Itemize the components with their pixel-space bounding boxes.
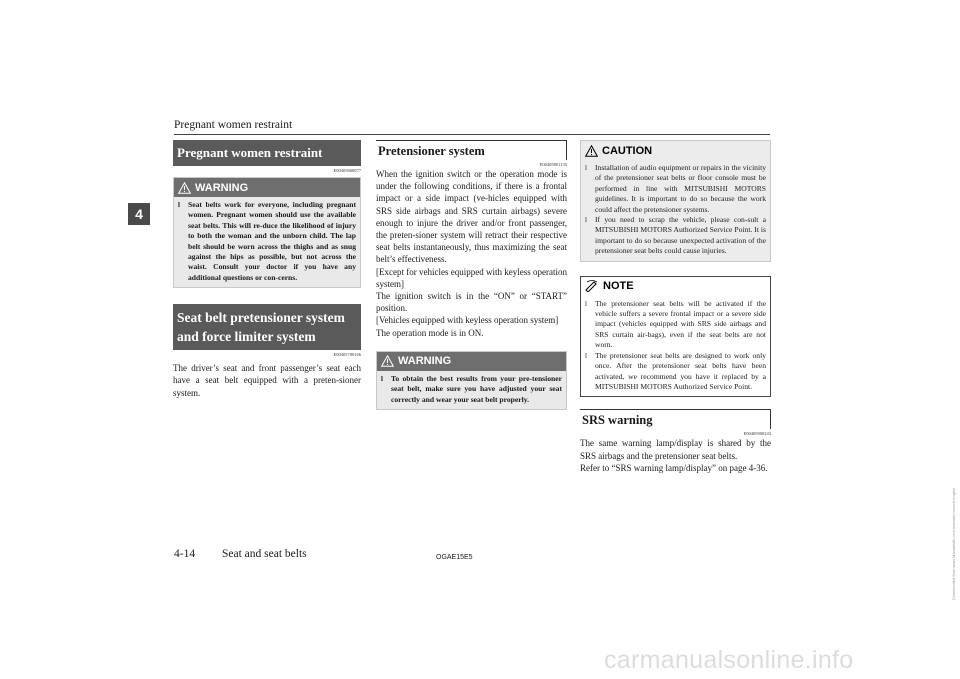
bullet-text: The pretensioner seat belts are designed to work only once. After the pretensioner seat belts have been activated, we recommend you have it replaced by a MITSUBISHI MOTORS Authorized Service Point. [595, 350, 766, 391]
paragraph: Refer to “SRS warning lamp/display” on page 4-36. [580, 462, 768, 473]
note-header [581, 277, 770, 296]
watermark: carmanualsonline.info [604, 646, 854, 674]
warning-bullet [381, 374, 562, 405]
bullet-text: Installation of audio equipment or repairs in the vicinity of the pretensioner seat belts or floor console must be performed in line with MITSUBISHI MOTORS guidelines. It is important to do so because the work could affect the pretensioner systems. [595, 163, 766, 214]
warning-box [376, 351, 567, 410]
warning-header [377, 352, 566, 371]
footer-code: OGAE15E5 [436, 554, 473, 561]
side-mark: Downloaded from www.Manualslib.com manuals search engine [951, 487, 956, 600]
paragraph: When the ignition switch or the operation mode is under the following conditions, if there is a frontal impact or a side impact (ve-hicles equipped with SRS side airbags and SRS curtain airbags) severe enough to injure the driver and/or front passenger, the preten-sioner system will retract their respective seat belts instantaneously, thus maximizing the seat belt’s effectiveness. [376, 169, 567, 265]
caution-bullet [585, 215, 766, 257]
warning-triangle-icon [381, 355, 394, 367]
paragraph: The operation mode is in ON. [376, 327, 484, 338]
bullet-text: To obtain the best results from your pre-tensioner seat belt, make sure you have adjusted your seat correctly and wear your seat belt properly. [391, 373, 562, 404]
warning-label: WARNING [195, 181, 249, 194]
warning-label: WARNING [398, 355, 452, 368]
note-pencil-icon [585, 280, 599, 292]
paragraph: The same warning lamp/display is shared by the SRS airbags and the pretensioner seat belts. [580, 438, 771, 461]
caution-bullet [585, 163, 766, 215]
bullet-text: The pretensioner seat belts will be activated if the vehicle suffers a severe frontal impact or a severe side impact (vehicles equipped with SRS side airbags and SRS curtain air-bags), even if the seat belts are not worn. [595, 298, 766, 350]
caution-box [580, 140, 771, 262]
body-text: The driver’s seat and front passenger’s seat each have a seat belt equipped with a preten-sioner system. [173, 363, 361, 398]
warning-triangle-icon [178, 182, 191, 194]
section-code: E00405600077 [333, 168, 361, 173]
caution-label: CAUTION [602, 144, 653, 157]
bullet-icon: l [381, 374, 383, 383]
column-left [173, 140, 361, 399]
paragraph: The ignition switch is in the “ON” or “START” position. [376, 291, 567, 314]
section-title-pretensioner-system: Pretensioner system [376, 140, 567, 160]
section-title-srs-warning: SRS warning [580, 409, 771, 429]
section-code: E00405801135 [539, 162, 567, 167]
warning-header [174, 178, 360, 197]
header-title: Pregnant women restraint [174, 119, 293, 131]
bullet-icon: l [178, 201, 180, 209]
note-bullet [585, 299, 766, 351]
paragraph: [Vehicles equipped with keyless operation system] [376, 315, 559, 326]
section-title-pretensioner-limiter: Seat belt pretensioner system and force limiter system [173, 304, 361, 350]
bullet-icon: l [585, 299, 587, 308]
bullet-icon: l [585, 216, 587, 225]
bullet-text: Seat belts work for everyone, including pregnant women. Pregnant women should use the available seat belts. This will re-duce the likelihood of injury to both the woman and the unborn child. The lap belt should be worn across the thighs and as snug against the hips as possible, but not across the waist. Consult your doctor if you have any additional questions or con-cerns. [188, 200, 356, 282]
section-code: E00405700166 [333, 352, 361, 358]
footer-page-number: 4-14 [174, 548, 196, 560]
column-right [580, 140, 771, 474]
warning-box [173, 177, 361, 288]
note-box [580, 276, 771, 398]
footer-section: Seat and seat belts [222, 548, 307, 560]
note-bullet [585, 351, 766, 393]
section-code: E00405900243 [743, 431, 771, 437]
section-title-pregnant: Pregnant women restraint [173, 140, 361, 166]
paragraph: [Except for vehicles equipped with keyless operation system] [376, 266, 567, 289]
note-label: NOTE [603, 280, 634, 293]
bullet-icon: l [585, 164, 587, 172]
caution-triangle-icon [585, 145, 598, 157]
column-middle [376, 140, 567, 410]
warning-bullet [178, 200, 356, 283]
header-rule [174, 134, 770, 135]
chapter-tab: 4 [128, 203, 150, 225]
caution-header [581, 141, 770, 160]
bullet-icon: l [585, 351, 587, 360]
bullet-text: If you need to scrap the vehicle, please con-sult a MITSUBISHI MOTORS Authorized Service Point. It is important to do so because unexpected activation of the pretensioner seat belts could cause injuries. [595, 215, 766, 256]
